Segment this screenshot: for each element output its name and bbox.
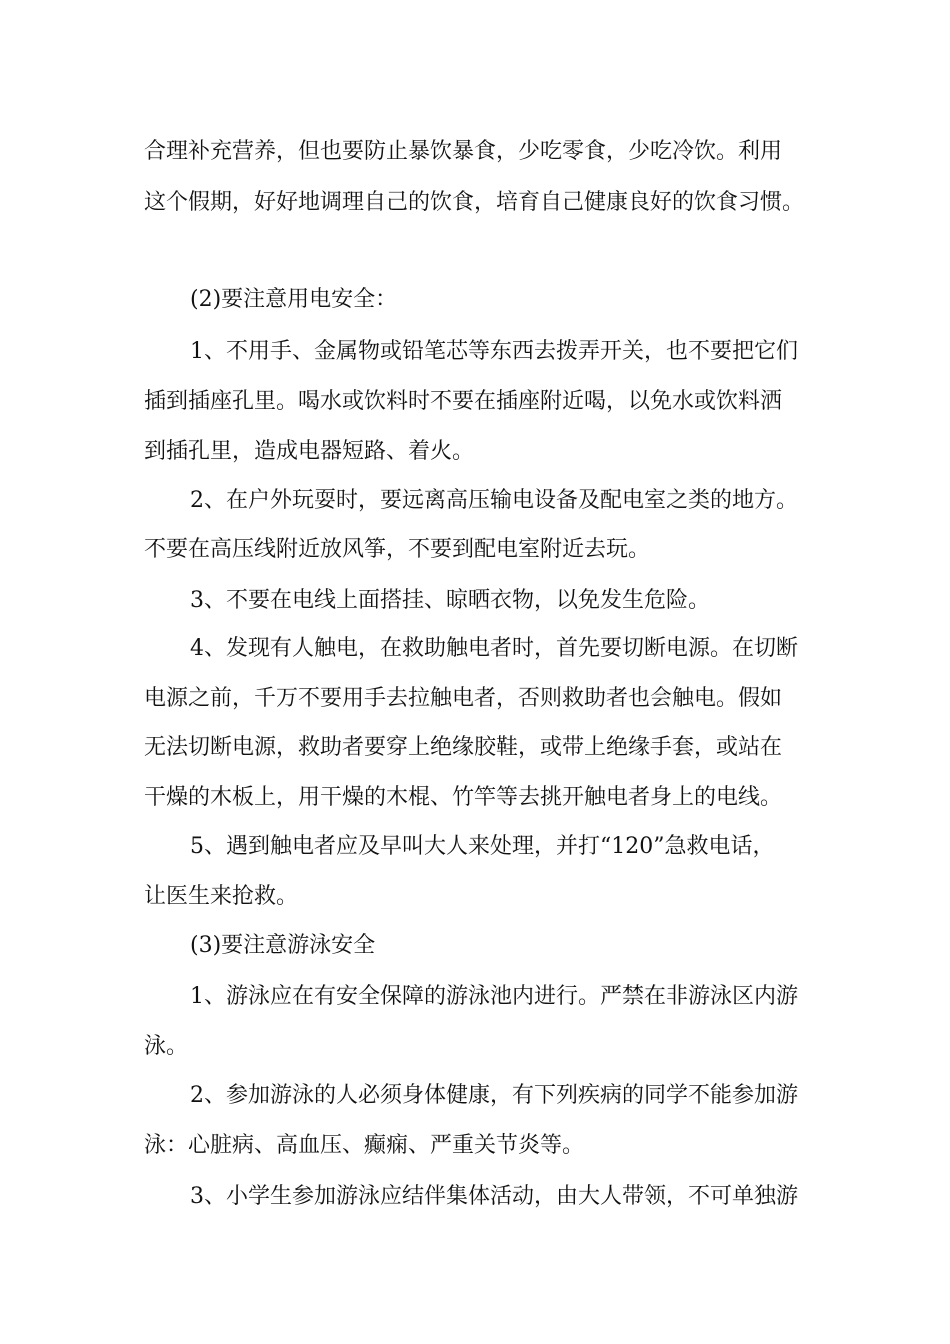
section-heading-electrical-safety: (2)要注意用电安全： bbox=[190, 287, 398, 312]
body-line: 不要在高压线附近放风筝，不要到配电室附近去玩。 bbox=[144, 537, 651, 562]
body-line: 让医生来抢救。 bbox=[144, 884, 299, 909]
body-line: 这个假期，好好地调理自己的饮食，培育自己健康良好的饮食习惯。 bbox=[144, 190, 805, 215]
body-line: 泳。 bbox=[144, 1034, 189, 1059]
body-line: 4、发现有人触电，在救助触电者时，首先要切断电源。在切断 bbox=[190, 636, 798, 661]
body-line: 泳：心脏病、高血压、癫痫、严重关节炎等。 bbox=[144, 1133, 585, 1158]
body-line: 到插孔里，造成电器短路、着火。 bbox=[144, 439, 475, 464]
body-line: 1、不用手、金属物或铅笔芯等东西去拨弄开关，也不要把它们 bbox=[190, 339, 798, 364]
body-line: 1、游泳应在有安全保障的游泳池内进行。严禁在非游泳区内游 bbox=[190, 984, 798, 1009]
body-line: 5、遇到触电者应及早叫大人来处理，并打“120”急救电话， bbox=[190, 834, 775, 859]
body-line: 合理补充营养，但也要防止暴饮暴食，少吃零食，少吃冷饮。利用 bbox=[144, 139, 783, 164]
body-line: 插到插座孔里。喝水或饮料时不要在插座附近喝，以免水或饮料洒 bbox=[144, 389, 783, 414]
body-line: 2、参加游泳的人必须身体健康，有下列疾病的同学不能参加游 bbox=[190, 1083, 798, 1108]
body-line: 3、不要在电线上面搭挂、晾晒衣物，以免发生危险。 bbox=[190, 588, 710, 613]
body-line: 2、在户外玩耍时，要远离高压输电设备及配电室之类的地方。 bbox=[190, 488, 798, 513]
body-line: 3、小学生参加游泳应结伴集体活动，由大人带领，不可单独游 bbox=[190, 1184, 798, 1209]
body-line: 电源之前，千万不要用手去拉触电者，否则救助者也会触电。假如 bbox=[144, 686, 783, 711]
body-line: 干燥的木板上，用干燥的木棍、竹竿等去挑开触电者身上的电线。 bbox=[144, 785, 783, 810]
section-heading-swimming-safety: (3)要注意游泳安全 bbox=[190, 933, 376, 958]
body-line: 无法切断电源，救助者要穿上绝缘胶鞋，或带上绝缘手套，或站在 bbox=[144, 735, 783, 760]
